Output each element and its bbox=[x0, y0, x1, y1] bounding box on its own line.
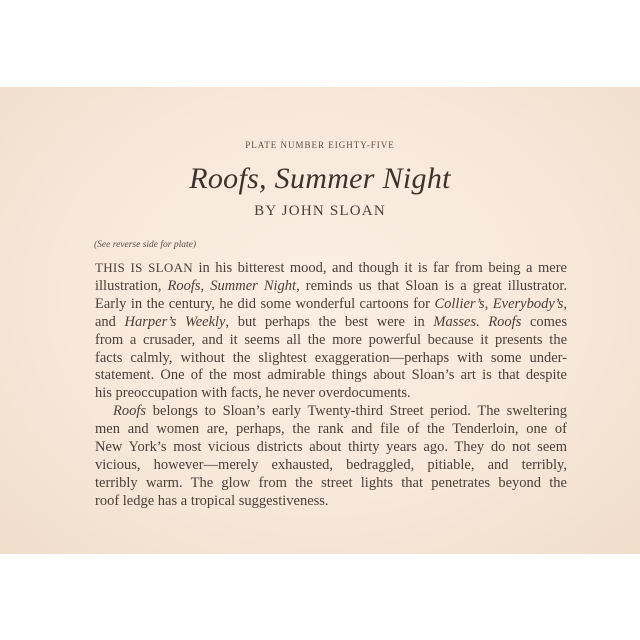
plate-number: PLATE NUMBER EIGHTY-FIVE bbox=[245, 140, 395, 150]
artwork-title: Roofs, Summer Night bbox=[189, 162, 451, 195]
italic-text: Roofs bbox=[488, 313, 522, 330]
text-segment: in his bitterest mood, and though it is far from being a mere bbox=[192, 260, 567, 276]
text-segment: illustration, bbox=[95, 277, 168, 294]
text-line bbox=[95, 403, 567, 421]
text-segment: comes bbox=[521, 313, 567, 330]
text-segment: , bbox=[484, 295, 493, 312]
text-line bbox=[95, 421, 567, 439]
text-segment: his preoccupation with facts, he never overdocuments. bbox=[95, 385, 411, 402]
italic-text: Roofs, Summer Night, bbox=[167, 277, 300, 294]
text-line bbox=[95, 385, 567, 403]
text-segment: terribly warm. The glow from the street lights that penetrates beyond the bbox=[95, 474, 567, 491]
text-line bbox=[95, 314, 567, 332]
text-segment: , but perhaps the best were in bbox=[225, 313, 434, 330]
text-line bbox=[95, 367, 567, 385]
text-line bbox=[95, 439, 567, 457]
text-line bbox=[95, 332, 567, 350]
text-segment: , bbox=[563, 295, 568, 312]
text-line bbox=[95, 278, 567, 296]
text-segment: men and women are, perhaps, the rank and file of the Tenderloin, one of bbox=[95, 421, 567, 438]
italic-text: Everybody’s bbox=[492, 295, 564, 312]
text-segment: roof ledge has a tropical suggestiveness. bbox=[95, 492, 329, 509]
text-line bbox=[95, 350, 567, 368]
text-segment: from a crusader, and it seems all the more powerful because it presents the bbox=[95, 331, 567, 348]
text-line bbox=[95, 259, 567, 278]
text-segment: statement. One of the most admirable things about Sloan’s art is that despite bbox=[95, 367, 567, 384]
text-segment: reminds us that Sloan is a great illustrator. bbox=[299, 277, 567, 294]
italic-text: Roofs bbox=[113, 403, 147, 420]
text-line bbox=[95, 475, 567, 493]
artist-byline: BY JOHN SLOAN bbox=[254, 203, 386, 219]
text-line bbox=[95, 493, 567, 511]
italic-text: Harper’s Weekly bbox=[124, 313, 226, 330]
reverse-side-note: (See reverse side for plate) bbox=[94, 240, 196, 250]
text-segment: Early in the century, he did some wonderful cartoons for bbox=[95, 295, 435, 312]
text-segment: facts calmly, without the slightest exaggeration—perhaps with some under- bbox=[95, 349, 567, 366]
body-text bbox=[95, 259, 567, 511]
italic-text: Masses. bbox=[433, 313, 480, 330]
text-segment: and bbox=[95, 313, 125, 330]
text-segment: belongs to Sloan’s early Twenty-third Street period. The sweltering bbox=[146, 403, 567, 420]
text-segment: vicious, however—merely exhausted, bedraggled, pitiable, and terribly, bbox=[95, 456, 567, 473]
small-caps-text: THIS IS SLOAN bbox=[95, 260, 193, 275]
text-line bbox=[95, 457, 567, 475]
italic-text: Collier’s bbox=[434, 295, 485, 312]
text-segment: New York’s most vicious districts about thirty years ago. They do not seem bbox=[95, 439, 567, 456]
text-line bbox=[95, 296, 567, 314]
